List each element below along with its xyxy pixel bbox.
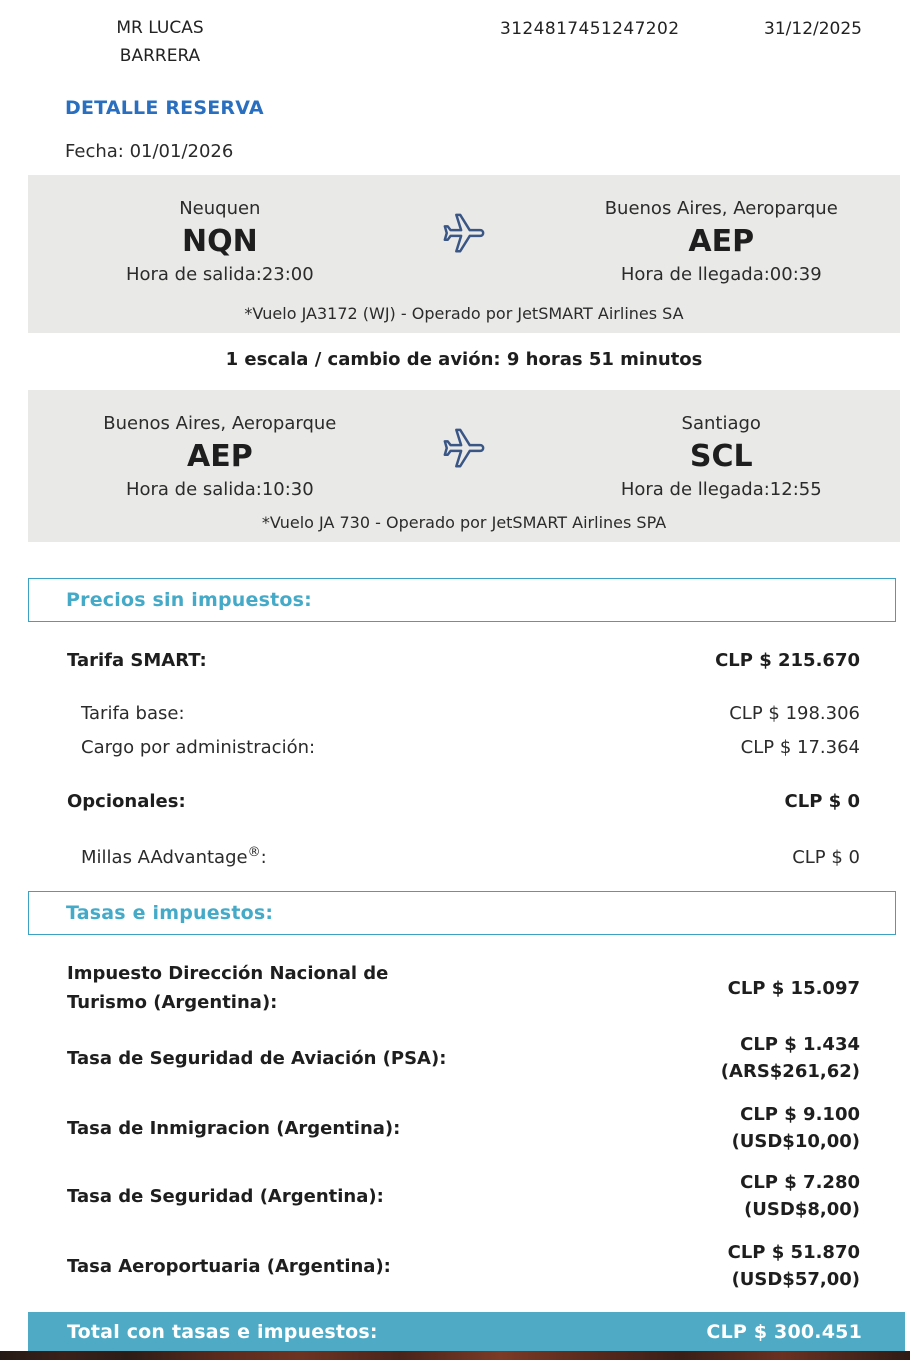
tax-value: CLP $ 7.280 (USD$8,00) — [740, 1172, 860, 1220]
total-value: CLP $ 300.451 — [706, 1320, 862, 1343]
ticket-number: 3124817451247202 — [500, 19, 680, 39]
price-label: Opcionales: — [67, 790, 186, 812]
segment2-origin — [28, 412, 412, 502]
section-title: Tasas e impuestos: — [66, 902, 274, 924]
price-row-tarifa-base — [28, 701, 860, 725]
price-value: CLP $ 17.364 — [740, 736, 860, 758]
origin-city: Neuquen — [179, 198, 261, 219]
section-title: Precios sin impuestos: — [66, 589, 312, 611]
tax-row-turismo-argentina — [28, 959, 860, 1017]
price-value: CLP $ 198.306 — [729, 702, 860, 724]
departure-time: Hora de salida:10:30 — [125, 479, 314, 500]
origin-city: Buenos Aires, Aeroparque — [103, 413, 337, 434]
layover-note: 1 escala / cambio de avión: 9 horas 51 minutos — [225, 349, 703, 370]
flight-segment-2 — [28, 390, 900, 542]
price-value: CLP $ 0 — [784, 790, 860, 812]
destination-city: Santiago — [681, 413, 761, 434]
price-label: Millas AAdvantage®: — [81, 844, 267, 868]
tax-label: Impuesto Dirección Nacional de Turismo (Argentina): — [67, 963, 389, 1013]
price-row-millas-aadvantage — [28, 845, 860, 869]
tax-label: Tasa de Seguridad de Aviación (PSA): — [67, 1047, 447, 1069]
reservation-detail-title: DETALLE RESERVA — [65, 97, 264, 119]
airplane-icon — [441, 211, 487, 257]
destination-city: Buenos Aires, Aeroparque — [604, 198, 838, 219]
price-label: Cargo por administración: — [81, 736, 316, 758]
destination-airport-code: AEP — [688, 224, 755, 259]
price-label: Tarifa base: — [81, 702, 185, 724]
departure-time: Hora de salida:23:00 — [125, 264, 314, 285]
tax-row-seguridad-argentina — [28, 1167, 860, 1225]
segment1-origin — [28, 197, 412, 287]
passenger-name-line2: BARRERA — [119, 46, 201, 66]
section-tasas-impuestos — [28, 891, 896, 935]
tax-value: CLP $ 1.434 (ARS$261,62) — [720, 1034, 860, 1082]
arrival-time: Hora de llegada:00:39 — [620, 264, 822, 285]
tax-label: Tasa Aeroportuaria (Argentina): — [67, 1255, 391, 1277]
price-value: CLP $ 0 — [792, 846, 860, 868]
airplane-icon — [441, 426, 487, 472]
reservation-date: Fecha: 01/01/2026 — [65, 141, 234, 162]
total-bar — [28, 1312, 905, 1351]
tax-row-inmigracion-argentina — [28, 1099, 860, 1157]
segment2-destination — [542, 412, 900, 502]
tax-label: Tasa de Inmigracion (Argentina): — [67, 1117, 401, 1139]
price-row-cargo-administracion — [28, 735, 860, 759]
origin-airport-code: NQN — [181, 224, 258, 259]
passenger-name-line1: MR LUCAS — [116, 18, 204, 38]
origin-airport-code: AEP — [186, 439, 253, 474]
price-row-opcionales — [28, 789, 860, 813]
passenger-name — [95, 14, 225, 70]
price-value: CLP $ 215.670 — [715, 649, 860, 671]
flight-operator-note: *Vuelo JA 730 - Operado por JetSMART Airlines SPA — [261, 513, 667, 532]
section-precios-sin-impuestos — [28, 578, 896, 622]
arrival-time: Hora de llegada:12:55 — [620, 479, 822, 500]
flight-operator-note: *Vuelo JA3172 (WJ) - Operado por JetSMART Airlines SA — [244, 304, 684, 323]
tax-value: CLP $ 51.870 (USD$57,00) — [727, 1242, 860, 1290]
segment1-destination — [542, 197, 900, 287]
tax-label: Tasa de Seguridad (Argentina): — [67, 1185, 384, 1207]
issue-date: 31/12/2025 — [764, 19, 862, 39]
destination-airport-code: SCL — [689, 439, 753, 474]
flight-segment-1 — [28, 175, 900, 333]
tax-value: CLP $ 9.100 (USD$10,00) — [731, 1104, 860, 1152]
total-label: Total con tasas e impuestos: — [67, 1320, 378, 1343]
tax-value: CLP $ 15.097 — [727, 977, 860, 999]
tax-row-seguridad-aviacion-psa — [28, 1029, 860, 1087]
footer-photo-strip — [0, 1351, 910, 1360]
registered-mark: ® — [247, 844, 261, 860]
price-label: Tarifa SMART: — [67, 649, 207, 671]
tax-row-aeroportuaria-argentina — [28, 1237, 860, 1295]
price-row-tarifa-smart — [28, 648, 860, 672]
